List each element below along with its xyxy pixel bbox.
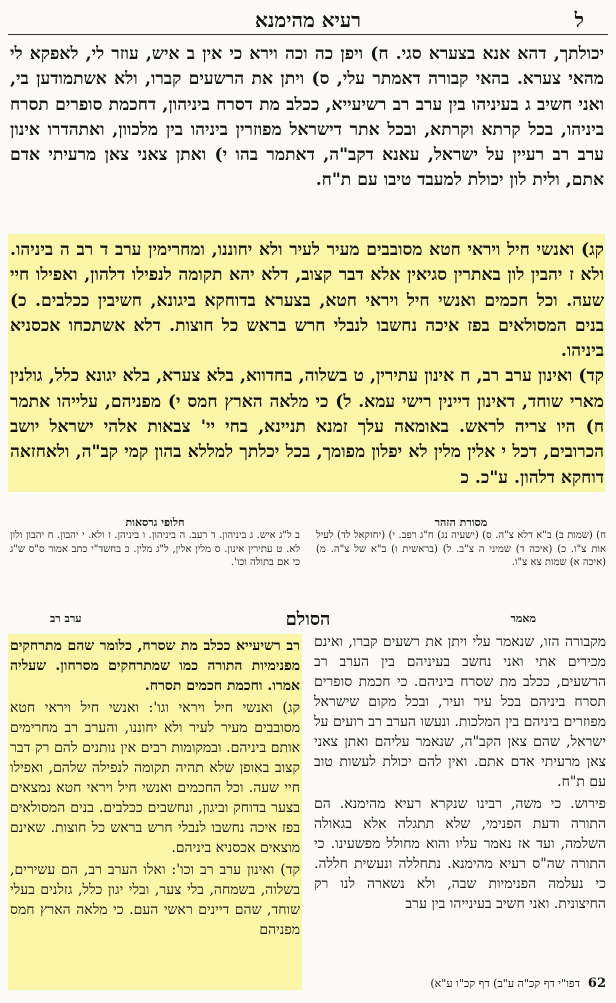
edition-footnote: דפו"י דף קכ"ה ע"ב) דף קכ"ו ע"א) xyxy=(430,977,580,990)
mesorot-text: ח) (שמות ב) ב"א דלא צ"ה. ס) (ישעיה נג) ח"ג רפב. י) (יחזקאל לד) לעיל אות צ"ו. כ) (איכה ד) שמיני ה צ"ב. ל) (בראשית ו) ב"א של צ"ה. מ) (איכה א) שמות צא צ"ו. xyxy=(316,530,606,568)
sulam-left-paragraph-103: קג) ואנשי חיל ויראי וגו': ואנשי חיל ויראי חטא מסובבים מעיר לעיר ולא יחוננו, והערב רב מחרימים אותם ביניהם. ובמקומות רבים אין נותנים להם רק דבר קצוב באופן שלא תהיה תקומה לנפילה שלהם, ואפילו חיי שעה. וכל החכמים ואנשי חיל ויראי חטא נמצאים בצער בדוחק וביגון, ונחשבים ככלבים. בנים המסולאים בפז איכה נחשבו לנבלי חרש בראש כל חוצות. שאינם מוצאים אכסניא ביניהם. xyxy=(10,700,300,856)
mesorot-title: מסורת הזהר xyxy=(434,516,488,529)
sulam-title: הסולם xyxy=(285,609,331,630)
sulam-right-column xyxy=(314,632,606,916)
sulam-header xyxy=(10,609,606,634)
page-letter: ל xyxy=(574,8,584,32)
paragraph-103: קג) ואנשי חיל ויראי חטא מסובבים מעיר לעיר ולא יחוננו, ומחרימין ערב ד רב ה ביניהו. ולא ז יהבין לון באתרין סגיאין אלא דבר קצוב, דלא יהא תקומה לנפילו דלהון, ואפילו חיי שעה. וכל חכמים ואנשי חיל ויראי חטא, בצערא בדוחקא ביגונא, חשיבין ככלבים. כ) בנים המסולאים בפז איכה נחשבו לנבלי חרש בראש כל חוצות. דלא אשתכחו אכסניא ביניהו. xyxy=(10,240,604,362)
sulam-left-label: ערב רב xyxy=(50,612,82,625)
sulam-left-paragraph-104: קד) ואינון ערב רב וכו': ואלו הערב רב, הם עשירים, בשלוה, בשמחה, בלי צער, ובלי יגון כלל, גזלנים בעלי שוחד, שהם דיינים ראשי העם. כי מלאה הארץ חמס מפניהם xyxy=(10,862,300,938)
chilufei-title: חלופי גרסאות xyxy=(125,516,185,529)
mesorot-hazohar-column xyxy=(316,516,606,570)
chilufei-text: ב ל"ג איש. ג ביניהון. ד רעב. ה ביניהון. ו ביניהן. ז ולא. י יהבון. ח יהבון ולון לא. ט עתירין אינון. ס מלין אלין, ל"ג מלין. כ בחשד"י כתב אמור ס"ס ש"ג כי אם בתולה וכו'. xyxy=(10,530,300,568)
zohar-highlighted-text xyxy=(10,238,604,491)
chilufei-girsaot-column xyxy=(10,516,300,570)
page-number: 62 xyxy=(587,976,606,991)
main-paragraph-intro: יכולתך, דהא אנא בצערא סגי. ח) ויפן כה וכה וירא כי אין ב איש, עוזר לי, לאפקא לי מהאי צערא. בהאי קבורה דאמתר עלי, ס) ויתן את הרשעים קברו, ולא אשתמודען בי, ואני חשיב ג בעיניהו בין ערב רב רשיעייא, ככלב מת דסרח ביניהון, דחכמת סופרים תסרח ביניהו, בכל קרתא וקרתא, ובכל אתר דישראל מפוזרין ביניהו בין מלכוון, ואתהדרו אינון ערב רב רעיין על ישראל, עאנא דקב"ה, דאתמר בהו י) ואתן צאני צאן מרעיתי אדם אתם, ולית לון יכולת למעבד טיבו עם ת"ח. xyxy=(10,44,604,191)
zohar-main-text xyxy=(10,42,604,194)
header-divider xyxy=(8,34,608,35)
page-title: רעיא מהימנא xyxy=(255,8,361,32)
sulam-right-label: מאמר xyxy=(510,612,536,625)
sulam-left-column xyxy=(10,636,300,942)
running-head xyxy=(28,8,588,32)
sulam-right-paragraph-1: מקבורה הזו, שנאמר עלי ויתן את רשעים קברו, ואינם מכירים אתי ואני נחשב בעיניהם בין הערב רב הרשעים, ככלב מת שסרח ביניהם. כי חכמת סופרים תסרח ביניהם בכל עיר ועיר, ובכל מקום שישראל מפוזרים ביניהם בין המלכות. ונעשו הערב רב רועים על ישראל, שהם צאן הקב"ה, שנאמר עליהם ואתן צאני צאן מרעיתי אדם אתם. ואין להם יכולת לעשות טוב עם ת"ח. xyxy=(314,634,606,790)
sulam-left-paragraph-1: רב רשיעייא ככלב מת שסרח, כלומר שהם מתרחקים מפנימיות התורה כמו שמתרחקים מסרחון. שעליה אמרו. וחכמת חכמים תסרח. xyxy=(10,638,300,694)
paragraph-104: קד) ואינון ערב רב, ח אינון עתירין, ט בשלוה, בחדווא, בלא צערא, בלא יגונא כלל, גולנין מארי שוחד, דאינון דיינין רישי עמא. ל) כי מלאה הארץ חמס י) מפניהם, עלייהו אתמר ח) היו צריה לראש. באומאה עלך זמנא תניינא, בחי יי' צבאות אלהי ישראל יושב הכרובים, דכל י אלין מלין לא יפלון מפומך, בכל יכלתך למללא בהון קמי קב"ה, ולאחזאה דוחקא דלהון. ע"כ. כ xyxy=(10,366,604,488)
sulam-right-paragraph-2: פירוש. כי משה, רבינו שנקרא רעיא מהימנא. הם התורה ודעת הפנימי, שלא תתגלה אלא בגאולה השלמה, ועד אז נאמר עליו והוא מחולל מפשעינו. כי התורה שה"ס רעיא מהימנא. נתחללה ונעשית חללה. כי נעלמה הפנימיות שבה, ולא נשארה לנו רק החיצונית. ואני חשיב בעינייהו בין ערב xyxy=(314,796,606,912)
